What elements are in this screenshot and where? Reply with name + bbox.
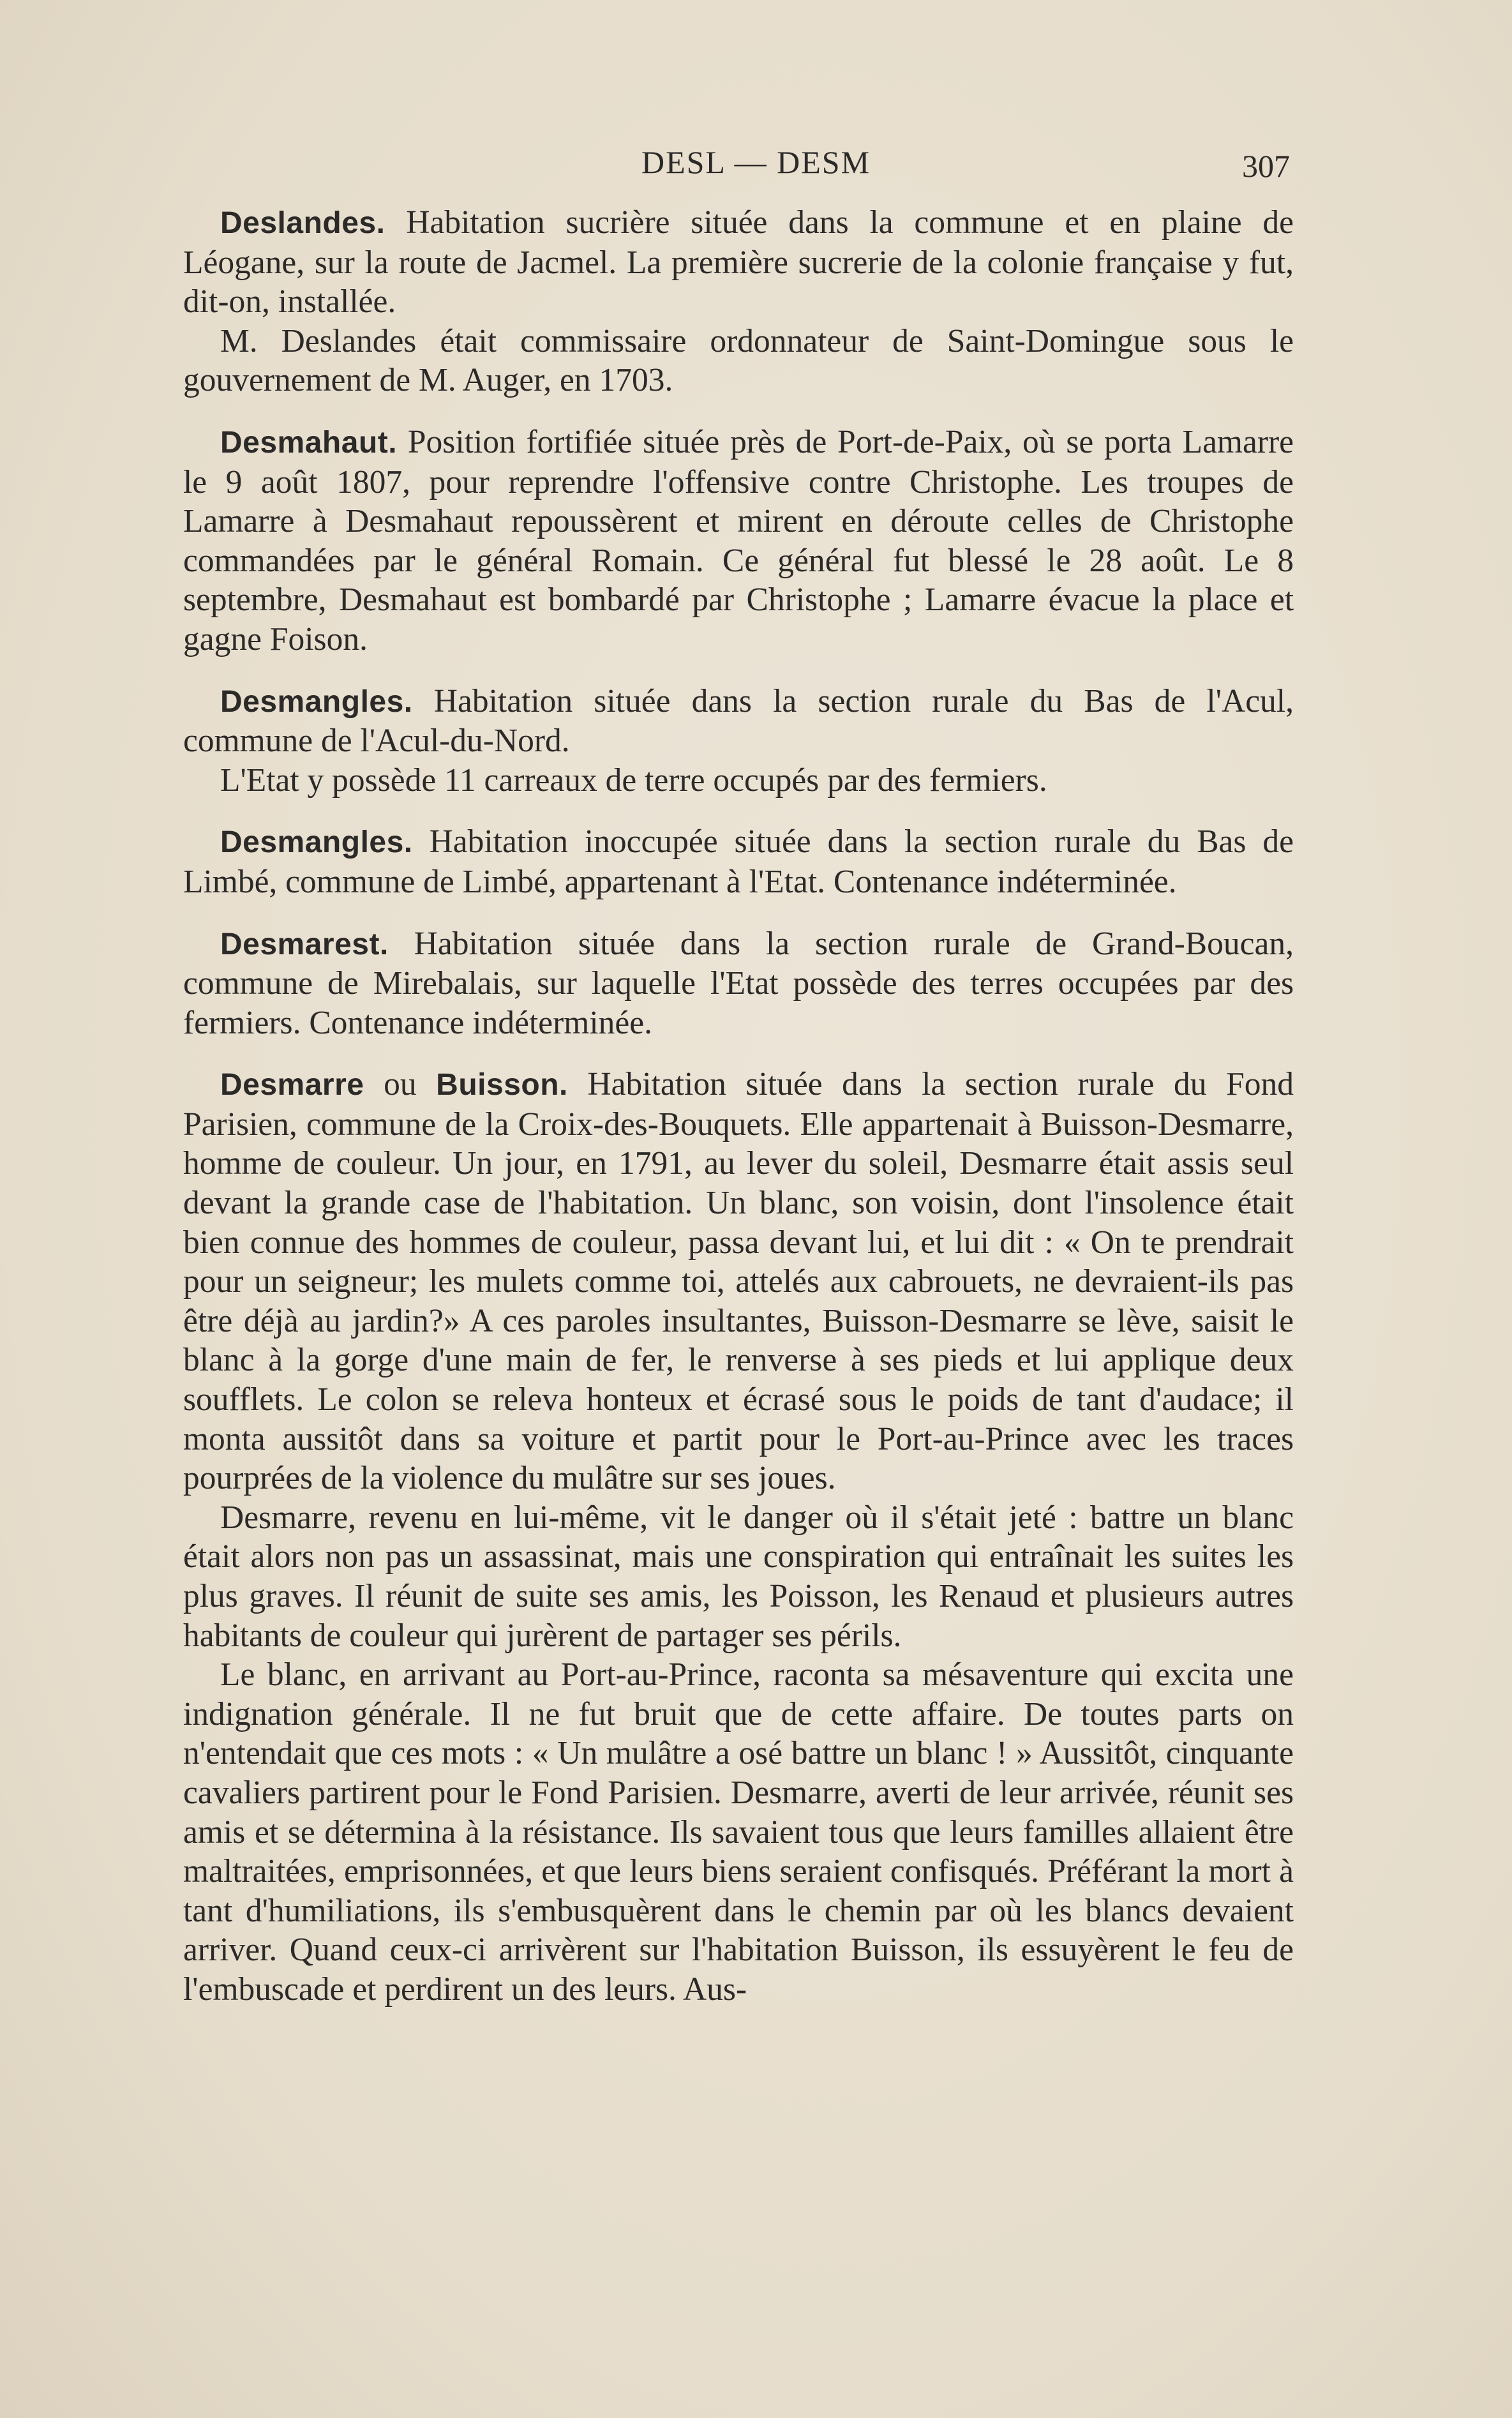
entry-text: Habitation située dans la section rurale de Grand-Boucan, commune de Mirebalais, sur laquelle l'Etat possède des terres occupées par des fermiers. Contenance indéterminée. [183,925,1294,1041]
entry-text: M. Deslandes était commissaire ordonnateur de Saint-Domingue sous le gouvernement de M. Auger, en 1703. [183,322,1294,399]
headword: Desmarre [220,1068,364,1102]
entry-text: Position fortifiée située près de Port-de-Paix, où se porta Lamarre le 9 août 1807, pour reprendre l'offensive contre Christophe. Les troupes de Lamarre à Desmahaut repoussèrent et mirent en déroute celles de Christophe commandées par le général Romain. Ce général fut blessé le 28 août. Le 8 septembre, Desmahaut est bombardé par Christophe ; Lamarre évacue la place et gagne Foison. [183,423,1294,657]
headword: Deslandes. [220,206,385,240]
entry-desmangles-acul [183,682,1294,800]
entry-text: Desmarre, revenu en lui-même, vit le danger où il s'était jeté : battre un blanc était alors non pas un assassinat, mais une conspiration qui entraînait les suites les plus graves. Il réunit de suite ses amis, les Poisson, les Renaud et plusieurs autres habitants de couleur qui jurèrent de partager ses périls. [183,1499,1294,1654]
entry-paragraph [183,761,1294,800]
entry-desmangles-limbe [183,822,1294,901]
entry-paragraph [183,1498,1294,1655]
entry-paragraph [183,1655,1294,2009]
page-number: 307 [1242,148,1290,184]
entry-paragraph [183,1065,1294,1498]
entry-desmarest [183,924,1294,1043]
entry-paragraph [183,322,1294,400]
entry-desmarre-buisson [183,1065,1294,2009]
entry-text: Habitation située dans la section rurale du Bas de l'Acul, commune de l'Acul-du-Nord. [183,682,1294,760]
entry-paragraph [183,924,1294,1043]
running-title: DESL — DESM [641,144,871,180]
headword-alt: Buisson. [436,1068,568,1102]
entry-paragraph [183,423,1294,659]
entry-desmahaut [183,423,1294,659]
entry-text: Le blanc, en arrivant au Port-au-Prince, raconta sa mésaventure qui excita une indignation générale. Il ne fut bruit que de cette affaire. De toutes parts on n'entendait que ces mots : « Un mulâtre a osé battre un blanc ! » Aussitôt, cinquante cavaliers partirent pour le Fond Parisien. Desmarre, averti de leur arrivée, réunit ses amis et se détermina à la résistance. Ils savaient tous que leurs familles allaient être maltraitées, emprisonnées, et que leurs biens seraient confisqués. Préférant la mort à tant d'humiliations, ils s'embusquèrent dans le chemin par où les blancs devaient arriver. Quand ceux-ci arrivèrent sur l'habitation Buisson, ils essuyèrent le feu de l'embuscade et perdirent un des leurs. Aus- [183,1656,1294,2008]
headword-conjunction: ou [384,1066,417,1103]
dictionary-body [183,203,1294,2032]
headword: Desmangles. [220,684,413,719]
entry-deslandes [183,203,1294,400]
entry-paragraph [183,682,1294,761]
entry-text: Habitation sucrière située dans la commune et en plaine de Léogane, sur la route de Jacmel. La première sucrerie de la colonie française y fut, dit-on, installée. [183,204,1294,320]
headword: Desmangles. [220,825,413,860]
entry-text: L'Etat y possède 11 carreaux de terre occupés par des fermiers. [220,762,1047,799]
headword: Desmahaut. [220,425,398,460]
headword: Desmarest. [220,927,389,961]
running-head [0,144,1512,188]
entry-text: Habitation située dans la section rurale du Fond Parisien, commune de la Croix-des-Bouquets. Elle appartenait à Buisson-Desmarre, homme de couleur. Un jour, en 1791, au lever du soleil, Desmarre était assis seul devant la grande case de l'habitation. Un blanc, son voisin, dont l'insolence était bien connue des hommes de couleur, passa devant lui, et lui dit : « On te prendrait pour un seigneur; les mulets comme toi, attelés aux cabrouets, ne devraient-ils pas être déjà au jardin?» A ces paroles insultantes, Buisson-Desmarre se lève, saisit le blanc à la gorge d'une main de fer, le renverse à ses pieds et lui applique deux soufflets. Le colon se releva honteux et écrasé sous le poids de tant d'audace; il monta aussitôt dans sa voiture et partit pour le Port-au-Prince avec les traces pourprées de la violence du mulâtre sur ses joues. [183,1066,1294,1497]
entry-paragraph [183,203,1294,322]
entry-text: Habitation inoccupée située dans la section rurale du Bas de Limbé, commune de Limbé, appartenant à l'Etat. Contenance indéterminée. [183,823,1294,900]
entry-paragraph [183,822,1294,901]
